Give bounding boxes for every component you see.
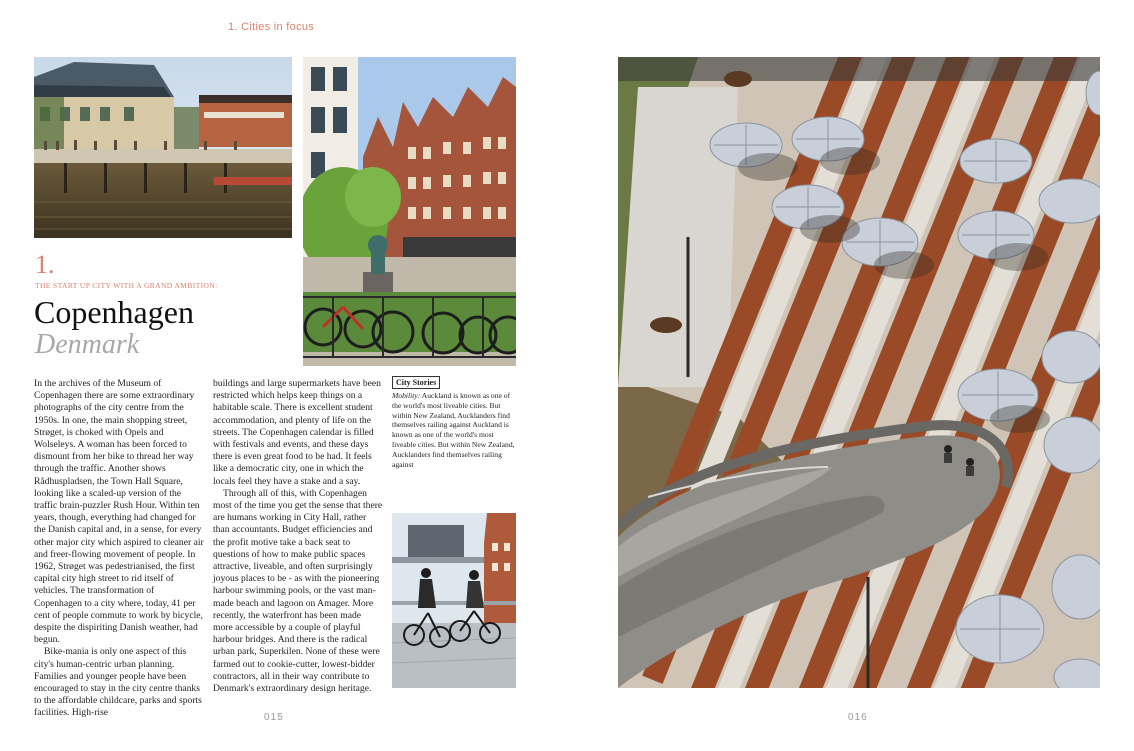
sidebar-text bbox=[392, 391, 517, 469]
body-paragraph: buildings and large supermarkets have been restricted which helps keep things on a habitable scale. There is excellent student accommodation, and plenty of life on the streets. The Copenhagen calendar is filled with festivals and events, and these days there is even great food to be had. It feels like a democratic city, one in which the locals feel they have a stake and a say. bbox=[213, 378, 381, 487]
body-paragraph: In the archives of the Museum of Copenhagen there are some extraordinary photographs of the city centre from the 1950s. In one, the main shopping street, Strøget, is choked with Opels and Wolseleys. A woman has been forced to dismount from her bike to thread her way through the traffic. Another shows Rådhuspladsen, the Town Hall Square, looking like a scaled-up version of the traffic brain-puzzler Rush Hour. Within ten years, though, everything had changed for the Danish capital and, in a sense, for every other major city which aspired to cleaner air and freer-flowing movement of people. In 1962, Strøget was pedestrianised, the first capital city high street to rid itself of vehicles. The transformation of Copenhagen to a city where, today, 41 per cent of people commute to work by bicycle, despite the dispiriting Danish weather, had begun. bbox=[34, 378, 204, 646]
chapter-kicker: THE START UP CITY WITH A GRAND AMBITION: bbox=[35, 281, 218, 290]
sidebar-body: Auckland is known as one of the world's most liveable cities. But within New Zealand, Aucklanders find themselves railing against Auckland is known as one of the world's most liveable cities. But within New Zealand, Aucklanders find themselves railing against bbox=[392, 391, 515, 469]
city-title: Copenhagen bbox=[34, 294, 194, 330]
folio-left: 015 bbox=[264, 712, 284, 723]
chapter-number: 1. bbox=[35, 250, 55, 279]
aerial-bike-bridge-photo bbox=[618, 57, 1100, 688]
body-paragraph: Bike-mania is only one aspect of this city's human-centric urban planning. Families and younger people have been encouraged to stay in the city centre thanks to the affordable childcare, parks and sports facilities. High-rise bbox=[34, 646, 202, 719]
harbour-photo bbox=[34, 57, 292, 238]
body-column-2 bbox=[213, 378, 383, 695]
body-column-1 bbox=[34, 378, 204, 720]
street-bicycles-photo bbox=[303, 57, 516, 366]
folio-right: 016 bbox=[848, 712, 868, 723]
country-title: Denmark bbox=[35, 329, 140, 360]
sidebar-lead: Mobility: bbox=[392, 391, 421, 400]
running-head: 1. Cities in focus bbox=[228, 21, 315, 33]
cyclists-photo bbox=[392, 513, 516, 688]
body-paragraph: Through all of this, with Copenhagen most of the time you get the sense that there are humans working in City Hall, rather than accountants. Budget efficiencies and the profit motive take a back seat to questions of how to make public spaces attractive, liveable, and often surprisingly joyous places to be - as with the pioneering harbour swimming pools, or the vast man-made beach and lagoon on Amager. More recently, the waterfront has been made more accessible by a couple of playful harbour bridges. And there is the radical urban park, Superkilen. None of these were farmed out to cookie-cutter, lowest-bidder contractors, all in their way contribute to Denmark's extraordinary design heritage. bbox=[213, 487, 383, 695]
sidebar-tag: City Stories bbox=[392, 376, 440, 389]
